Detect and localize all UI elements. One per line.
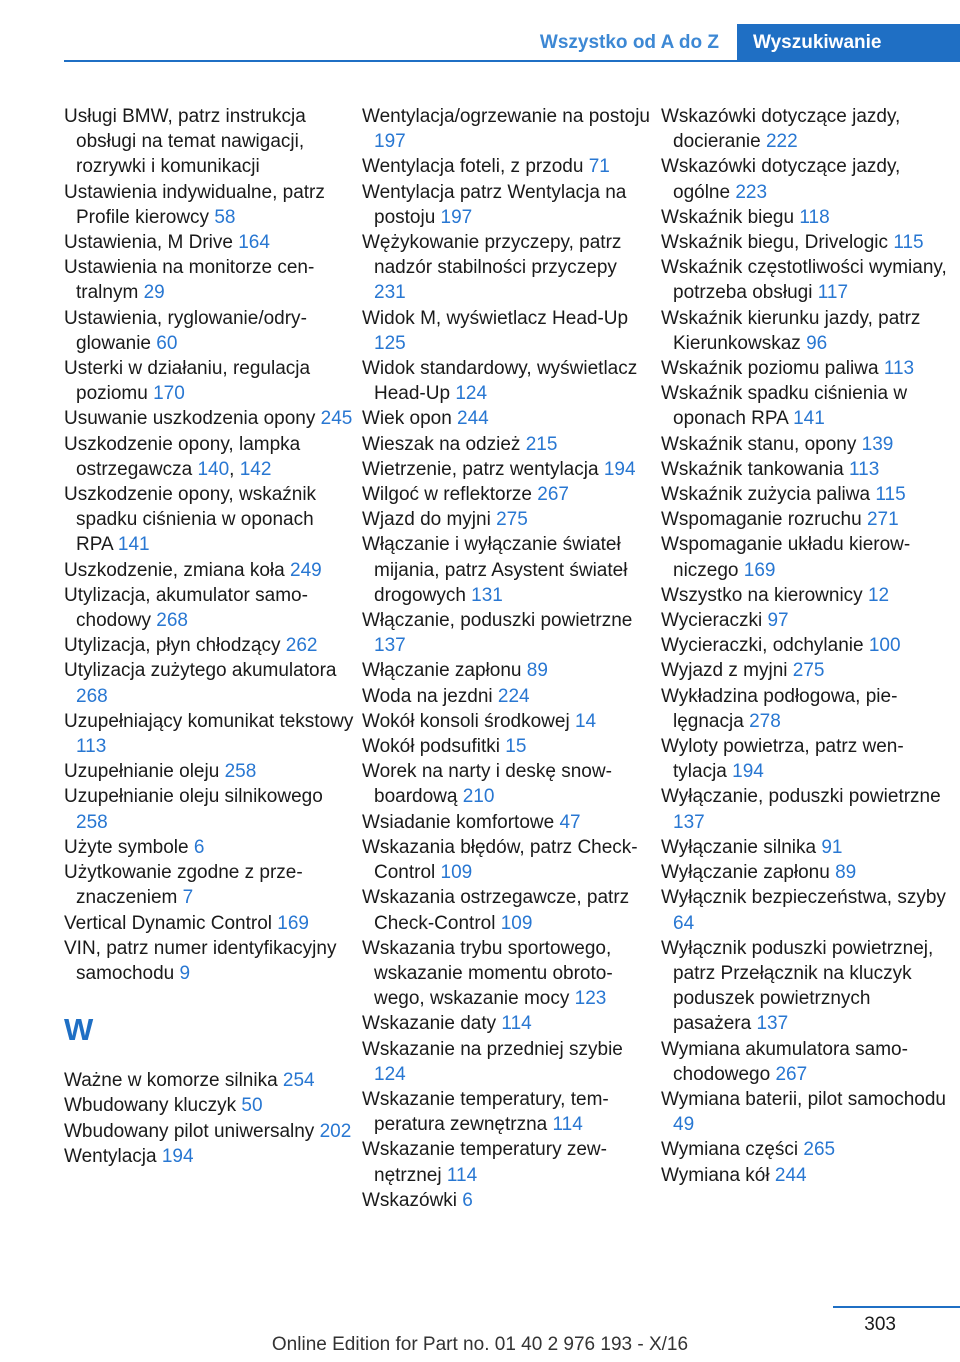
- page-reference-link[interactable]: 115: [893, 232, 924, 254]
- index-entry-text: Wskaźnik poziomu paliwa: [661, 358, 884, 380]
- index-entry: [661, 658, 951, 683]
- index-entry: [64, 255, 354, 305]
- index-entry: [661, 835, 951, 860]
- index-entry: [661, 885, 951, 935]
- index-entry: [661, 230, 951, 255]
- index-entry: [64, 784, 354, 834]
- page-reference-link[interactable]: 58: [214, 206, 236, 228]
- page-reference-link[interactable]: 137: [756, 1013, 789, 1035]
- index-entry: [362, 532, 652, 608]
- index-entry: [661, 1163, 951, 1188]
- index-entry: [362, 709, 652, 734]
- page-reference-link[interactable]: 100: [868, 635, 901, 657]
- index-entry-text: Wskaźnik stanu, opony: [661, 433, 862, 455]
- index-entry: [64, 1144, 354, 1169]
- page-reference-link[interactable]: 114: [501, 1013, 532, 1035]
- page-reference-link[interactable]: 14: [574, 710, 597, 732]
- page-reference-link[interactable]: 60: [156, 332, 178, 354]
- index-entry-text: Wymiana baterii, pilot samochodu: [661, 1088, 946, 1110]
- page-reference-link[interactable]: 124: [455, 383, 488, 405]
- page-reference-link[interactable]: 123: [574, 988, 607, 1010]
- page-reference-link[interactable]: 12: [867, 584, 890, 606]
- index-entry: [362, 356, 652, 406]
- index-entry: [362, 507, 652, 532]
- index-entry-text: Wokół konsoli środkowej: [362, 710, 575, 732]
- index-entry-text: Utylizacja zużytego akumulatora: [64, 660, 337, 682]
- page-reference-link[interactable]: 244: [774, 1164, 807, 1186]
- index-entry: [64, 1119, 354, 1144]
- page-reference-link[interactable]: 118: [799, 206, 830, 228]
- index-entry-text: Włączanie i wyłączanie świateł mijania, patrz Asystent świateł drogowych: [362, 534, 628, 606]
- index-entry: [64, 1068, 354, 1093]
- index-entry: [661, 306, 951, 356]
- page-reference-link[interactable]: 137: [673, 811, 705, 833]
- index-entry-text: Wymiana akumulatora samochodowego: [661, 1038, 908, 1085]
- page-reference-link[interactable]: 131: [471, 584, 503, 606]
- index-entry-text: Użytkowanie zgodne z przeznaczeniem: [64, 862, 303, 909]
- index-entry-text: Wspomaganie rozruchu: [661, 509, 867, 531]
- index-entry: [661, 104, 951, 154]
- index-entry-text: Usługi BMW, patrz instrukcja obsługi na temat nawigacji, rozrywki i komunikacji: [64, 106, 306, 178]
- index-entry-text: Wskaźnik biegu, Drivelogic: [661, 232, 894, 254]
- page-reference-link[interactable]: 267: [775, 1063, 808, 1085]
- index-entry-text: Ustawienia, ryglowanie/odryglowanie: [64, 307, 307, 354]
- index-entry-text: Wyłączanie silnika: [661, 836, 822, 858]
- index-entry: [661, 482, 951, 507]
- index-entry: [362, 835, 652, 885]
- index-entry-text: Wskaźnik częstotliwości wymiany, potrzeba obsługi: [661, 257, 947, 304]
- page-reference-link[interactable]: 244: [457, 408, 489, 430]
- index-entry: [64, 633, 354, 658]
- index-entry-text: VIN, patrz numer identyfikacyjny samochodu: [64, 937, 337, 984]
- page-reference-link[interactable]: 140: [197, 458, 230, 480]
- page-reference-link[interactable]: 50: [241, 1095, 263, 1117]
- page-reference-link[interactable]: 258: [76, 811, 108, 833]
- index-entry-text: Wycieraczki, odchylanie: [661, 635, 869, 657]
- page-reference-link[interactable]: 115: [875, 484, 906, 506]
- page-reference-link[interactable]: 262: [285, 635, 318, 657]
- index-entry: [64, 230, 354, 255]
- index-entry: [661, 532, 951, 582]
- index-entry: [362, 1011, 652, 1036]
- page-reference-link[interactable]: 215: [525, 433, 558, 455]
- index-entry-text: Wieszak na odzież: [362, 433, 526, 455]
- section-tab[interactable]: Wszystko od A do Z: [539, 32, 719, 53]
- index-entry: [64, 558, 354, 583]
- index-entry-text: Wskaźnik biegu: [661, 206, 800, 228]
- index-entry-text: Ustawienia indywidualne, patrz Profile kierowcy: [64, 181, 325, 228]
- index-entry: [64, 432, 354, 482]
- index-entry: [362, 104, 652, 154]
- page-reference-link[interactable]: 137: [374, 635, 406, 657]
- page-reference-link[interactable]: 275: [792, 660, 825, 682]
- index-entry-text: Woda na jezdni: [362, 685, 498, 707]
- index-entry: [661, 784, 951, 834]
- index-entry-text: Wymiana kół: [661, 1164, 775, 1186]
- index-letter-heading: W: [64, 1012, 94, 1048]
- index-column-3: [661, 104, 951, 1188]
- index-entry-text: Wietrzenie, patrz wentylacja: [362, 458, 604, 480]
- index-entry: [661, 507, 951, 532]
- index-entry: [362, 406, 652, 431]
- index-entry-text: Włączanie, poduszki powietrzne: [362, 610, 633, 632]
- index-column-1: [64, 104, 354, 1169]
- index-entry: [362, 885, 652, 935]
- page-reference-link[interactable]: 89: [526, 660, 548, 682]
- page-reference-link[interactable]: 197: [374, 131, 406, 153]
- index-entry: [661, 255, 951, 305]
- index-entry-text: Wskazanie daty: [362, 1013, 502, 1035]
- index-entry-text: Wskazanie temperatury zewnętrznej: [362, 1139, 607, 1186]
- page-reference-link[interactable]: 222: [765, 131, 798, 153]
- index-entry: [362, 1087, 652, 1137]
- page-reference-link[interactable]: 249: [290, 559, 322, 581]
- page-reference-link[interactable]: 113: [76, 736, 107, 758]
- index-entry-text: Wężykowanie przyczepy, patrz nadzór stabilności przyczepy: [362, 232, 622, 279]
- index-entry-text: Wyjazd z myjni: [661, 660, 793, 682]
- index-entry-text: Wiek opon: [362, 408, 458, 430]
- index-entry-text: Wyłączanie zapłonu: [661, 862, 836, 884]
- page-reference-link[interactable]: 164: [238, 232, 270, 254]
- index-entry: [362, 734, 652, 759]
- index-entry-text: Usuwanie uszkodzenia opony: [64, 408, 321, 430]
- index-entry-text: Worek na narty i deskę snowboardową: [362, 761, 612, 808]
- page-reference-link[interactable]: 7: [182, 887, 194, 909]
- index-entry: [362, 810, 652, 835]
- page-reference-link[interactable]: 141: [117, 534, 150, 556]
- page-reference-link[interactable]: 223: [735, 181, 768, 203]
- index-entry-text: Włączanie zapłonu: [362, 660, 527, 682]
- index-entry-text: Vertical Dynamic Control: [64, 912, 278, 934]
- index-entry-text: Usterki w działaniu, regulacja poziomu: [64, 358, 311, 405]
- index-entry: [661, 432, 951, 457]
- index-entry: [64, 1093, 354, 1118]
- index-entry-text: Wskazania błędów, patrz Check-Control: [362, 836, 638, 884]
- index-entry-text: Widok standardowy, wyświetlacz Head-Up: [362, 358, 638, 405]
- index-entry: [64, 936, 354, 986]
- index-entry: [661, 860, 951, 885]
- index-entry-text: Widok M, wyświetlacz Head-Up: [362, 307, 629, 329]
- index-entry: [64, 406, 354, 431]
- index-entry: [362, 608, 652, 658]
- index-entry-text: Ustawienia na monitorze centralnym: [64, 257, 315, 304]
- index-entry: [661, 1137, 951, 1162]
- index-entry: [64, 911, 354, 936]
- index-entry-text: Wyłączanie, poduszki powietrzne: [661, 786, 941, 808]
- index-entry-text: Wyloty powietrza, patrz wentylacja: [661, 736, 904, 783]
- index-entry-text: Wokół podsufitki: [362, 736, 506, 758]
- page-reference-link[interactable]: 97: [767, 610, 789, 632]
- index-entry: [362, 759, 652, 809]
- page-reference-link[interactable]: 114: [446, 1164, 478, 1186]
- index-entry: [661, 205, 951, 230]
- index-entry-text: Wyłącznik bezpieczeństwa, szyby: [661, 887, 946, 909]
- index-entry: [64, 759, 354, 784]
- page-reference-link[interactable]: 113: [883, 358, 915, 380]
- index-entry-text: Ważne w komorze silnika: [64, 1070, 283, 1092]
- page-reference-link[interactable]: 194: [161, 1145, 194, 1167]
- page-reference-link[interactable]: 9: [179, 962, 191, 984]
- index-entry: [661, 356, 951, 381]
- index-entry-text: Wskaźnik tankowania: [661, 458, 849, 480]
- index-entry: [661, 608, 951, 633]
- page-reference-link[interactable]: 139: [861, 433, 894, 455]
- page-number: 303: [864, 1314, 896, 1335]
- page-reference-link[interactable]: 124: [374, 1063, 406, 1085]
- page-reference-link[interactable]: 6: [193, 836, 205, 858]
- index-entry-text: Wskazanie temperatury, temperatura zewnętrzna: [362, 1088, 609, 1136]
- index-entry-text: Wyłącznik poduszki powietrznej, patrz Przełącznik na kluczyk poduszek powietrznych pasażera: [661, 937, 934, 1035]
- index-entry: [362, 482, 652, 507]
- page-reference-link[interactable]: 194: [732, 761, 764, 783]
- index-entry-text: Wykładzina podłogowa, pielęgnacja: [661, 685, 898, 732]
- index-entry-text: Wentylacja/ogrzewanie na postoju: [362, 106, 650, 127]
- footer-rule: [833, 1306, 960, 1308]
- index-entry: [362, 1037, 652, 1087]
- index-entry-text: Wskaźnik zużycia paliwa: [661, 484, 876, 506]
- page-reference-link[interactable]: 89: [835, 862, 857, 884]
- index-entry-text: Wskazanie na przedniej szybie: [362, 1038, 623, 1060]
- index-entry-text: Wjazd do myjni: [362, 509, 497, 531]
- page-reference-link[interactable]: 210: [462, 786, 495, 808]
- page-reference-link[interactable]: 91: [821, 836, 843, 858]
- page-reference-link[interactable]: 64: [673, 912, 695, 934]
- index-entry: [362, 1188, 652, 1213]
- page-reference-link[interactable]: 114: [552, 1114, 583, 1136]
- page-reference-link[interactable]: 258: [224, 761, 257, 783]
- index-entry-text: Wskaźnik spadku ciśnienia w oponach RPA: [661, 383, 908, 430]
- index-entry: [661, 381, 951, 431]
- index-entry: [661, 734, 951, 784]
- index-entry-text: Wentylacja foteli, z przodu: [362, 156, 589, 178]
- index-entry: [661, 936, 951, 1037]
- index-entry: [661, 457, 951, 482]
- index-entry-text: Wycieraczki: [661, 610, 768, 632]
- index-entry: [661, 1037, 951, 1087]
- index-entry: [362, 432, 652, 457]
- page-reference-link[interactable]: 268: [76, 685, 108, 707]
- page-reference-link[interactable]: 224: [497, 685, 530, 707]
- index-entry-text: Utylizacja, płyn chłodzący: [64, 635, 286, 657]
- index-entry: [362, 230, 652, 306]
- index-entry-text: Wsiadanie komfortowe: [362, 811, 560, 833]
- index-entry: [661, 154, 951, 204]
- index-entry: [661, 633, 951, 658]
- page-reference-link[interactable]: 96: [806, 332, 828, 354]
- index-entry-text: Uszkodzenie, zmiana koła: [64, 559, 290, 581]
- edition-note: Online Edition for Part no. 01 40 2 976 193 - X/16: [271, 1334, 689, 1355]
- index-entry: [64, 482, 354, 558]
- index-entry: [64, 658, 354, 708]
- index-entry: [362, 1137, 652, 1187]
- page-reference-link[interactable]: 267: [537, 484, 569, 506]
- page-reference-link[interactable]: 275: [496, 509, 528, 531]
- index-entry-text: Wszystko na kierownicy: [661, 584, 868, 606]
- index-entry: [661, 583, 951, 608]
- page-reference-link[interactable]: 245: [320, 408, 353, 430]
- index-entry-text: Wskazania trybu sportowego, wskazanie momentu obrotowego, wskazanie mocy: [362, 937, 613, 1010]
- page-reference-link[interactable]: 194: [603, 458, 636, 480]
- index-entry: [661, 684, 951, 734]
- page-reference-link[interactable]: 15: [505, 736, 527, 758]
- index-entry: [362, 936, 652, 1012]
- index-entry: [64, 306, 354, 356]
- page-reference-link[interactable]: 125: [374, 332, 406, 354]
- page-reference-link[interactable]: 271: [866, 509, 899, 531]
- index-entry-text: Wbudowany pilot uniwersalny: [64, 1120, 320, 1142]
- index-entry-text: Uzupełnianie oleju: [64, 761, 225, 783]
- index-entry-text: Uzupełnianie oleju silnikowego: [64, 786, 323, 808]
- index-entry-text: Użyte symbole: [64, 836, 194, 858]
- page-reference-link[interactable]: 109: [440, 862, 473, 884]
- page-reference-link[interactable]: 113: [848, 458, 880, 480]
- index-entry: [64, 104, 354, 180]
- index-entry-text: Wskaźnik kierunku jazdy, patrz Kierunkowskaz: [661, 307, 921, 354]
- page-reference-link[interactable]: 71: [588, 156, 610, 178]
- index-entry: [362, 154, 652, 179]
- page-reference-link[interactable]: 231: [374, 282, 406, 304]
- index-entry-text: Uzupełniający komunikat tekstowy: [64, 710, 354, 732]
- page-reference-link[interactable]: 202: [319, 1120, 352, 1142]
- page-reference-link[interactable]: 141: [793, 408, 825, 430]
- page-reference-link[interactable]: 265: [803, 1139, 836, 1161]
- page-reference-link[interactable]: 47: [559, 811, 581, 833]
- index-entry-text: Wilgoć w reflektorze: [362, 484, 538, 506]
- index-entry: [362, 684, 652, 709]
- page-reference-link[interactable]: 142: [239, 458, 272, 480]
- index-entry-text: Wymiana części: [661, 1139, 804, 1161]
- page-reference-link[interactable]: 268: [156, 610, 188, 632]
- index-entry: [64, 583, 354, 633]
- index-entry: [362, 658, 652, 683]
- index-entry-text: Wentylacja patrz Wentylacja na postoju: [362, 181, 627, 228]
- index-entry-text: Wspomaganie układu kierowniczego: [661, 534, 911, 581]
- index-entry-text: Wskazówki: [362, 1189, 463, 1211]
- index-entry-text: Wskazówki dotyczące jazdy, ogólne: [661, 156, 901, 203]
- subsection-tab-active[interactable]: Wyszukiwanie: [737, 24, 960, 62]
- index-entry: [64, 709, 354, 759]
- index-entry-text: Wentylacja: [64, 1145, 162, 1167]
- index-entry: [64, 860, 354, 910]
- page-reference-link[interactable]: 254: [282, 1070, 315, 1092]
- index-entry: [661, 1087, 951, 1137]
- index-entry: [64, 180, 354, 230]
- page-reference-link[interactable]: 49: [673, 1114, 695, 1136]
- page-reference-link[interactable]: 29: [143, 282, 165, 304]
- page-reference-link[interactable]: 197: [440, 206, 473, 228]
- page-reference-link[interactable]: 169: [743, 559, 776, 581]
- page-reference-link[interactable]: 278: [749, 710, 781, 732]
- index-entry-text: Ustawienia, M Drive: [64, 232, 239, 254]
- page-reference-link[interactable]: 6: [462, 1189, 473, 1211]
- index-entry: [64, 356, 354, 406]
- index-entry-text: Uszkodzenie opony, lampka ostrzegawcza: [64, 433, 301, 480]
- index-entry-text: Utylizacja, akumulator samochodowy: [64, 584, 308, 632]
- index-entry-text: Wskazówki dotyczące jazdy, docieranie: [661, 106, 901, 153]
- page-separator: ,: [229, 458, 240, 480]
- index-entry-text: Wskazania ostrzegawcze, patrz Check-Control: [362, 887, 630, 934]
- page-reference-link[interactable]: 117: [817, 282, 849, 304]
- index-entry-text: Wbudowany kluczyk: [64, 1095, 242, 1117]
- page-reference-link[interactable]: 170: [153, 383, 185, 405]
- page-reference-link[interactable]: 169: [277, 912, 309, 934]
- index-entry: [362, 457, 652, 482]
- index-entry: [362, 180, 652, 230]
- index-entry: [64, 835, 354, 860]
- index-entry-text: Uszkodzenie opony, wskaźnik spadku ciśnienia w oponach RPA: [64, 484, 317, 556]
- index-column-2: [362, 104, 652, 1213]
- page-reference-link[interactable]: 109: [500, 912, 533, 934]
- index-entry: [362, 306, 652, 356]
